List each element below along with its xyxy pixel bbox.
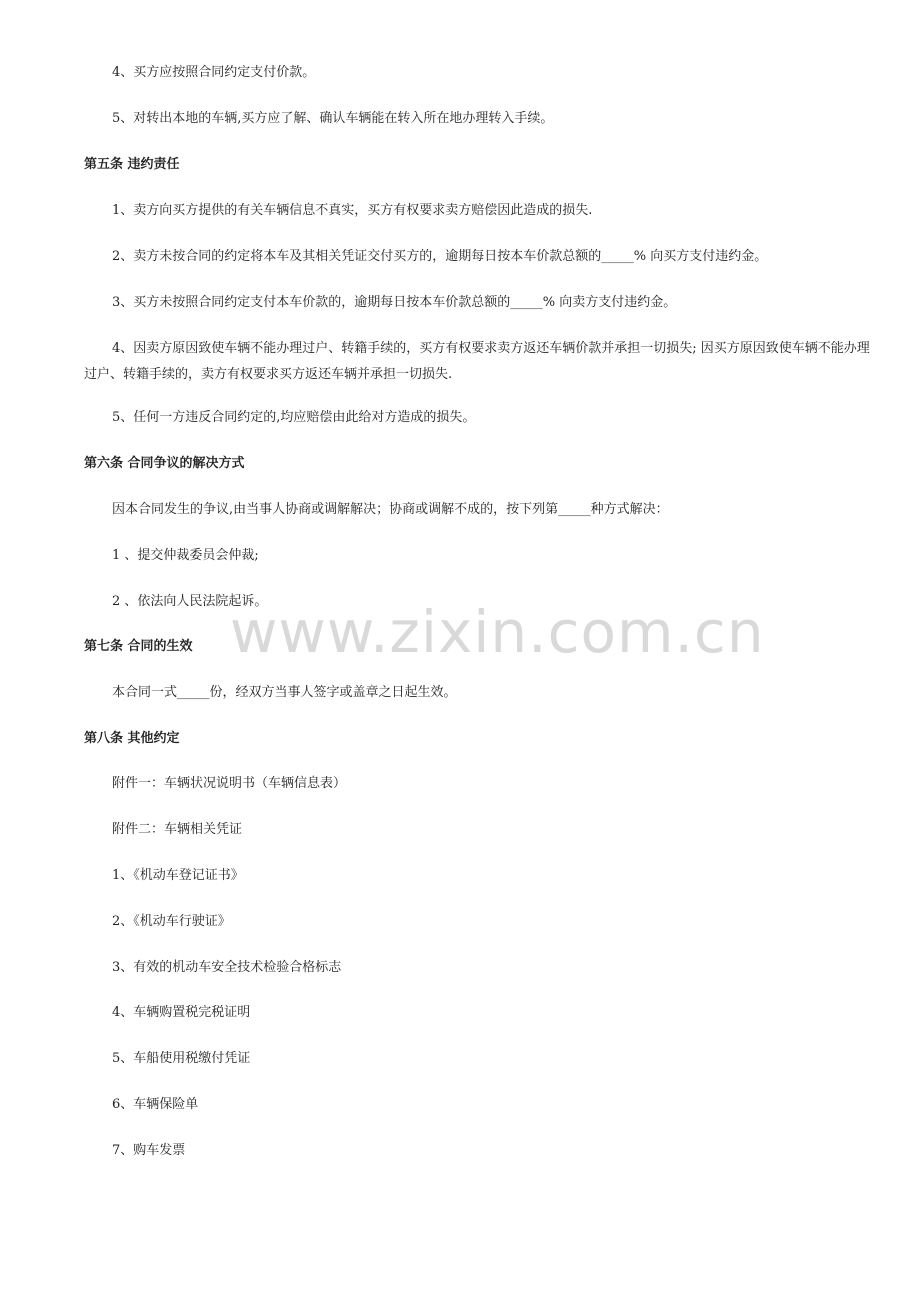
clause-5-5: 5、任何一方违反合同约定的,均应赔偿由此给对方造成的损失。 [112,410,476,425]
attachment-item-7: 7、购车发票 [112,1143,186,1158]
clause-5-4: 4、因卖方原因致使车辆不能办理过户、转籍手续的，买方有权要求卖方返还车辆价款并承担一切损失; 因买方原因致使车辆不能办理过户、转籍手续的，卖方有权要求买方返还车辆并承担一切损失. [84,341,870,382]
clause-6-intro: 因本合同发生的争议,由当事人协商或调解解决；协商或调解不成的，按下列第_____种方式解决： [112,502,669,517]
attachment-item-5: 5、车船使用税缴付凭证 [112,1051,251,1066]
clause-5-1: 1、卖方向买方提供的有关车辆信息不真实，买方有权要求卖方赔偿因此造成的损失. [112,203,593,218]
attachment-item-1: 1、《机动车登记证书》 [112,868,244,883]
section-heading-article-5: 第五条 违约责任 [84,157,180,172]
watermark: www.zixin.com.cn [230,598,765,666]
clause-5-2: 2、卖方未按合同的约定将本车及其相关凭证交付买方的，逾期每日按本车价款总额的_____% 向买方支付违约金。 [112,249,768,264]
attachment-item-3: 3、有效的机动车安全技术检验合格标志 [112,960,342,975]
clause-4-5: 5、对转出本地的车辆,买方应了解、确认车辆能在转入所在地办理转入手续。 [112,111,554,126]
clause-6-1: 1 、提交仲裁委员会仲裁; [112,548,259,563]
clause-7-1: 本合同一式_____份，经双方当事人签字或盖章之日起生效。 [112,685,457,700]
attachment-item-2: 2、《机动车行驶证》 [112,914,231,929]
attachment-1: 附件一：车辆状况说明书（车辆信息表） [112,776,347,791]
attachment-item-4: 4、车辆购置税完税证明 [112,1005,251,1020]
clause-4-4: 4、买方应按照合同约定支付价款。 [112,65,316,80]
section-heading-article-8: 第八条 其他约定 [84,731,180,746]
section-heading-article-7: 第七条 合同的生效 [84,639,193,654]
clause-5-3: 3、买方未按照合同约定支付本车价款的，逾期每日按本车价款总额的_____% 向卖方支付违约金。 [112,295,677,310]
attachment-item-6: 6、车辆保险单 [112,1097,199,1112]
attachment-2: 附件二：车辆相关凭证 [112,822,243,837]
section-heading-article-6: 第六条 合同争议的解决方式 [84,456,245,471]
clause-6-2: 2 、依法向人民法院起诉。 [112,594,268,609]
